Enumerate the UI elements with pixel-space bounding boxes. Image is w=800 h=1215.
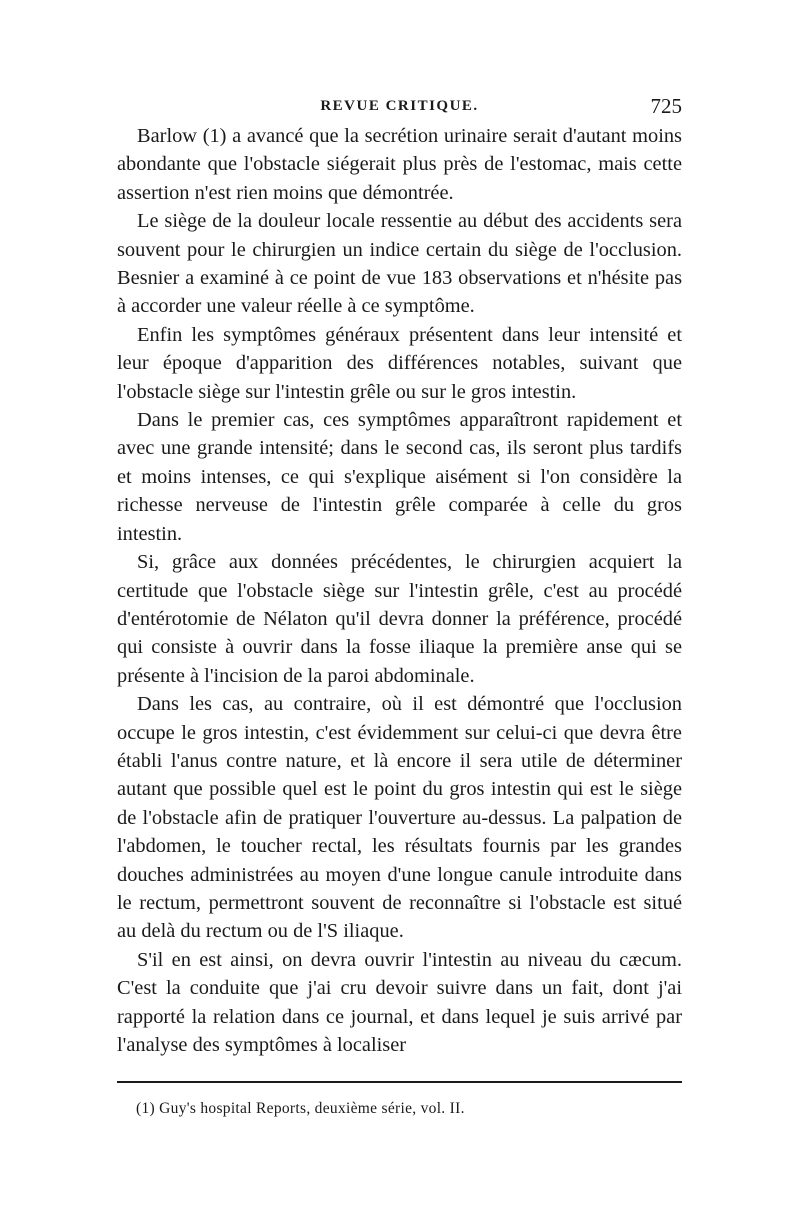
paragraph-1: Barlow (1) a avancé que la secrétion urinaire serait d'autant moins abondante que l'obstacle siégerait plus près de l'estomac, mais cette assertion n'est rien moins que démontrée. <box>117 125 682 204</box>
running-head <box>117 94 682 120</box>
paragraph-4: Dans le premier cas, ces symptômes apparaîtront rapidement et avec une grande intensité; dans le second cas, ils seront plus tardifs et moins intenses, ce qui s'explique aisément si l'on considère la richesse nerveuse de l'intestin grêle comparée à celle du gros intestin. <box>117 409 682 545</box>
paragraph-3: Enfin les symptômes généraux présentent dans leur intensité et leur époque d'apparition des différences notables, suivant que l'obstacle siège sur l'intestin grêle ou sur le gros intestin. <box>117 323 682 403</box>
paragraph-2: Le siège de la douleur locale ressentie au début des accidents sera souvent pour le chirurgien un indice certain du siège de l'occlusion. Besnier a examiné à ce point de vue 183 observations et n'hésite pas à accorder une valeur réelle à ce symptôme. <box>117 210 682 318</box>
paragraph-6: Dans les cas, au contraire, où il est démontré que l'occlusion occupe le gros intestin, c'est évidemment sur celui-ci que devra être établi l'anus contre nature, et là encore il sera utile de déterminer autant que possible quel est le point du gros intestin qui est le siège de l'obstacle afin de pratiquer l'ouverture au-dessus. La palpation de l'abdomen, le toucher rectal, les résultats fournis par les grandes douches administrées au moyen d'une longue canule introduite dans le rectum, permettront souvent de reconnaître si l'obstacle est situé au delà du rectum ou de l'S iliaque. <box>117 693 682 943</box>
page-number: 725 <box>650 94 682 118</box>
paragraph-7: S'il en est ainsi, on devra ouvrir l'intestin au niveau du cæcum. C'est la conduite que j'ai cru devoir suivre dans un fait, dont j'ai rapporté la relation dans ce journal, et dans lequel je suis arrivé par l'analyse des symptômes à localiser <box>117 948 682 1056</box>
footnote-rule <box>117 1081 682 1083</box>
running-title: REVUE CRITIQUE. <box>320 98 479 114</box>
footnote: (1) Guy's hospital Reports, deuxième série, vol. II. <box>136 1100 465 1117</box>
body-text <box>117 122 682 1059</box>
paragraph-5: Si, grâce aux données précédentes, le chirurgien acquiert la certitude que l'obstacle siège sur l'intestin grêle, c'est au procédé d'entérotomie de Nélaton qu'il devra donner la préférence, procédé qui consiste à ouvrir dans la fosse iliaque la première anse qui se présente à l'incision de la paroi abdominale. <box>117 551 682 687</box>
